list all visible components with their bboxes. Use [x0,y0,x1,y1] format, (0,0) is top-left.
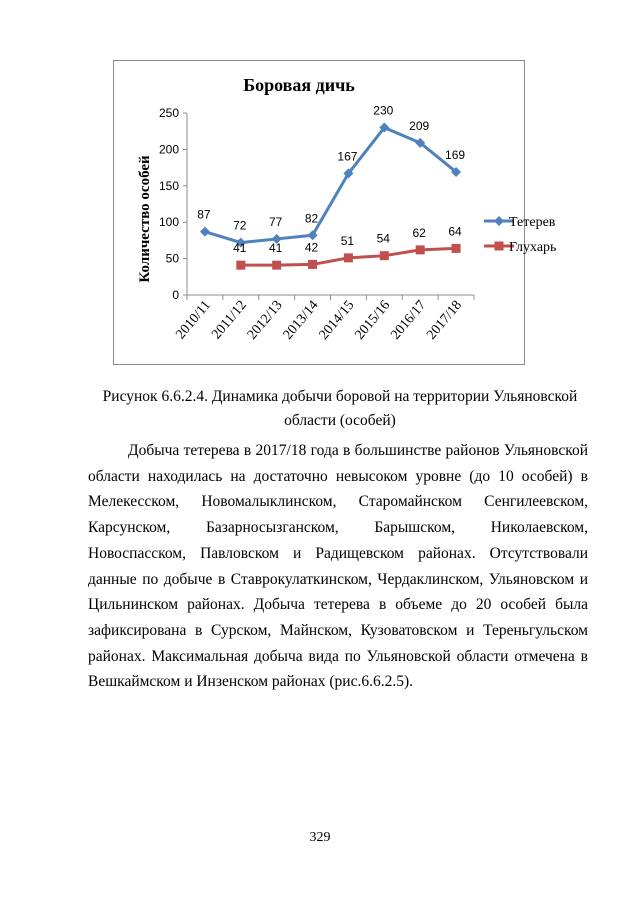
x-tick-label: 2011/12 [209,297,250,343]
data-point [416,245,425,254]
data-label: 64 [448,224,462,239]
x-tick-label: 2017/18 [424,297,466,343]
x-tick-label: 2016/17 [388,297,430,343]
plot-area [197,104,465,270]
data-point [452,244,461,253]
data-label: 209 [409,118,430,133]
data-point [200,227,210,237]
y-tick-label: 150 [158,178,179,193]
data-label: 169 [445,147,466,162]
x-tick-label: 2012/13 [244,297,286,343]
data-label: 42 [304,240,319,255]
y-tick-label: 50 [165,251,179,266]
y-tick-label: 0 [172,288,179,302]
data-label: 77 [269,214,283,229]
page-number: 329 [309,830,331,845]
data-label: 62 [412,225,426,240]
data-point [344,253,353,262]
x-tick-label: 2014/15 [316,297,358,343]
data-label: 41 [233,241,247,256]
y-tick-label: 100 [158,215,179,230]
figure-caption: Рисунок 6.6.2.4. Динамика добычи боровой на территории Ульяновской области (особей) [102,388,578,429]
legend-marker [494,216,504,226]
data-label: 87 [197,207,211,222]
data-label: 82 [304,211,319,226]
data-label: 230 [373,103,394,118]
y-tick-label: 250 [158,106,179,120]
legend-marker [495,242,504,251]
paragraph: Добыча тетерева в 2017/18 года в большинстве районов Ульяновской области находилась на достаточно невысоком уровне (до 10 особей) в Мелекесском, Новомалыклинском, Старомайнском Сенгилеевском, Карсунском, Базарносызганском, Барышском, Николаевском, Новоспасском, Павловском и Радищевском районах. Отсутствовали данные по добыче в Ставрокулаткинском, Чердаклинском, Ульяновском и Цильнинском районах. Добыча тетерева в объеме до 20 особей была зафиксирована в Сурском, Майнском, Кузоватовском и Тереньгульском районах. Максимальная добыча вида по Ульяновской области отмечена в Вешкаймском и Инзенском районах (рис.6.6.2.5). [88,442,588,691]
x-tick-label: 2010/11 [173,297,215,343]
legend-label: Глухарь [509,240,557,255]
x-tick-label: 2015/16 [352,297,394,343]
chart-svg [114,61,557,366]
y-tick-label: 200 [158,142,179,157]
data-label: 41 [269,241,283,256]
data-label: 167 [337,149,358,164]
y-axis-label: Количество особей [137,155,153,283]
data-point [380,251,389,260]
x-tick-label: 2013/14 [280,297,322,343]
data-point [308,260,317,269]
data-label: 51 [340,233,355,248]
chart-title: Боровая дичь [243,75,355,95]
chart-container [113,60,557,365]
data-point [272,261,281,270]
data-label: 72 [233,218,247,233]
legend-label: Тетерев [509,215,556,230]
body-text [88,438,588,695]
data-point [236,261,245,270]
data-label: 54 [376,231,390,246]
legend [484,215,556,255]
